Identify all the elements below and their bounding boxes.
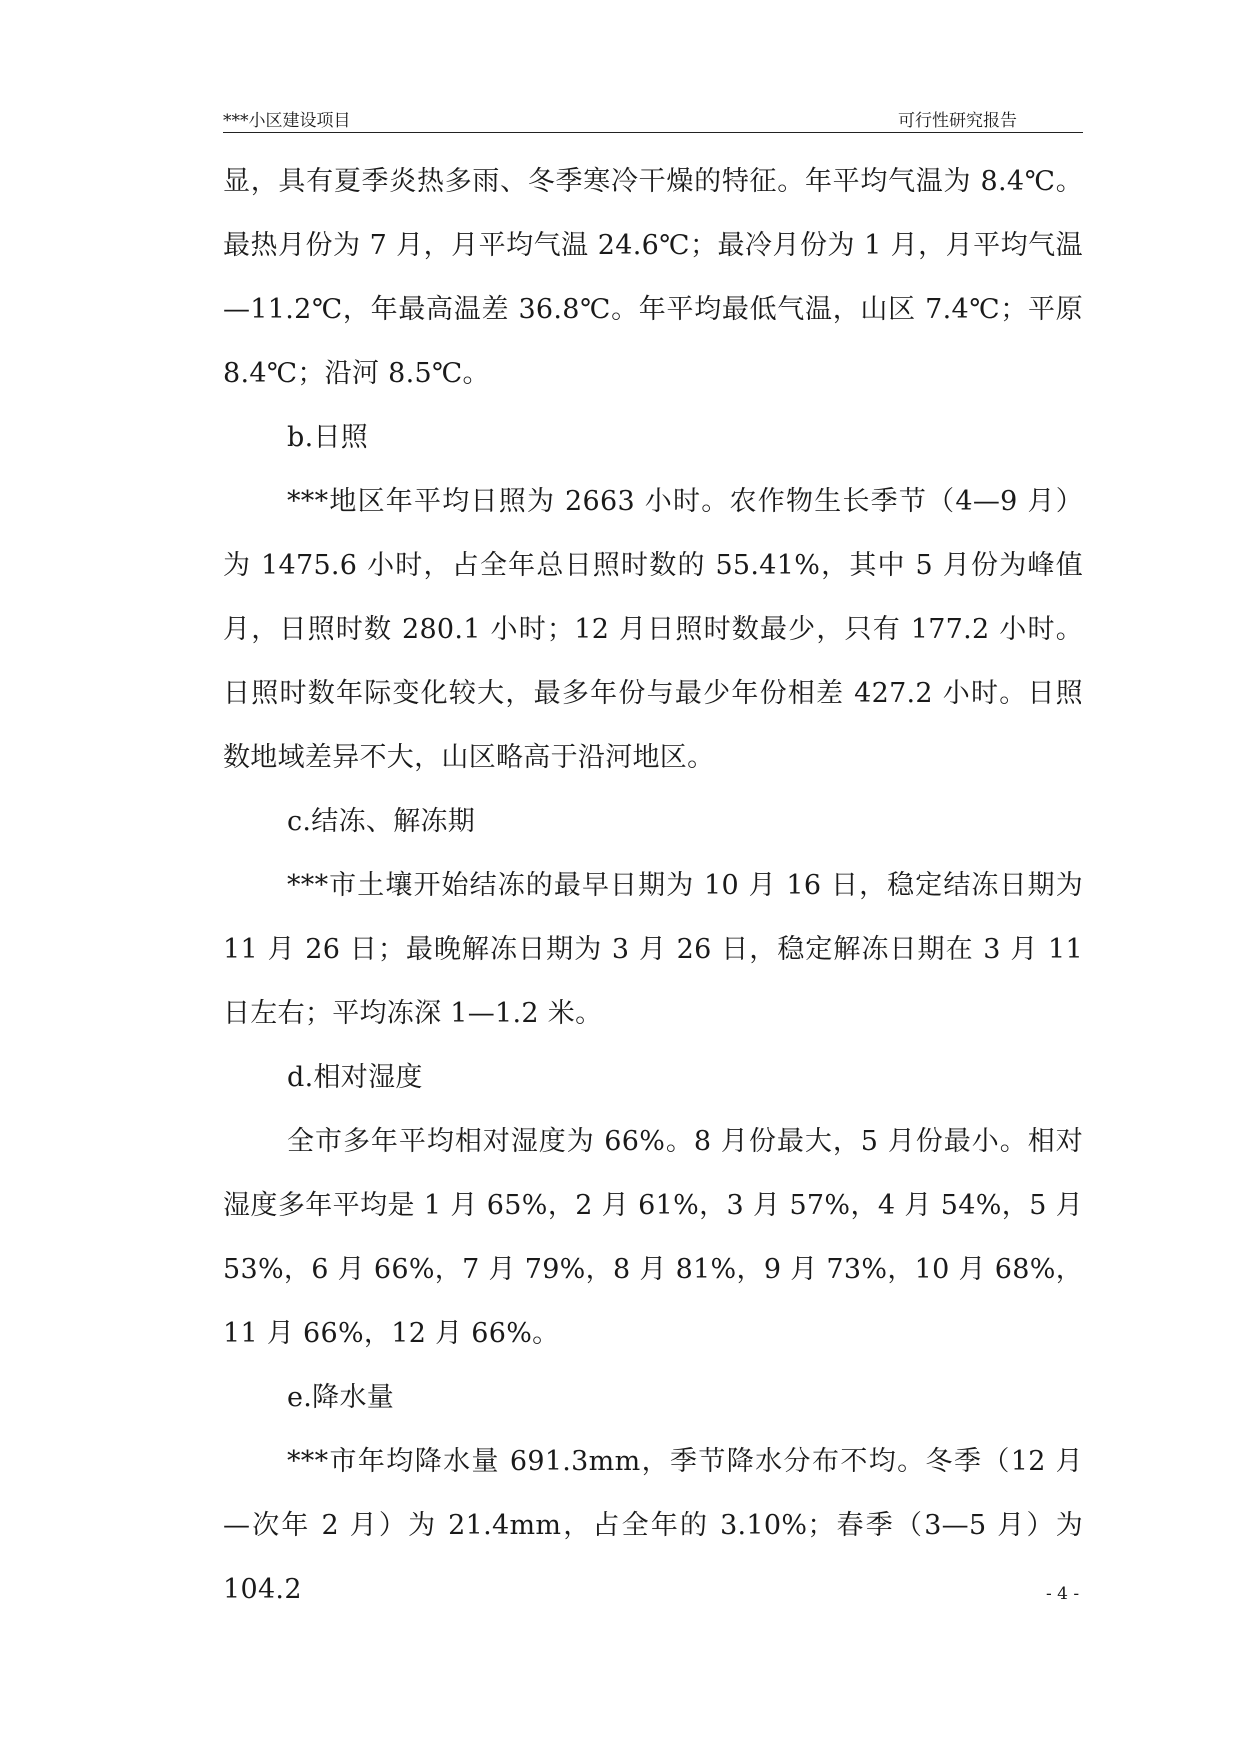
heading-precipitation: e.降水量	[287, 1382, 395, 1413]
paragraph-precipitation: ***市年均降水量 691.3mm，季节降水分布不均。冬季（12 月—次年 2 月）为 21.4mm，占全年的 3.10%；春季（3—5 月）为 104.2	[223, 1446, 1083, 1605]
paragraph-sunshine: ***地区年平均日照为 2663 小时。农作物生长季节（4—9 月）为 1475.6 小时，占全年总日照时数的 55.41%，其中 5 月份为峰值月，日照时数 280.1 小时；12 月日照时数最少，只有 177.2 小时。日照时数年际变化较大，最多年份与最少年份相差 427.2 小时。日照数地域差异不大，山区略高于沿河地区。	[223, 486, 1083, 773]
header-divider	[223, 132, 1083, 133]
heading-freeze-thaw: c.结冻、解冻期	[287, 806, 476, 837]
heading-humidity: d.相对湿度	[287, 1062, 423, 1093]
page-number: - 4 -	[1046, 1584, 1080, 1604]
header-report-title: 可行性研究报告	[898, 111, 1017, 131]
paragraph-temperature: 显，具有夏季炎热多雨、冬季寒冷干燥的特征。年平均气温为 8.4℃。最热月份为 7 月，月平均气温 24.6℃；最冷月份为 1 月，月平均气温—11.2℃，年最高温差 36.8℃。年平均最低气温，山区 7.4℃；平原 8.4℃；沿河 8.5℃。	[223, 166, 1083, 389]
header-project-name: ***小区建设项目	[223, 111, 351, 131]
heading-sunshine: b.日照	[287, 422, 369, 453]
document-body	[223, 150, 1083, 1622]
paragraph-freeze-thaw: ***市土壤开始结冻的最早日期为 10 月 16 日，稳定结冻日期为 11 月 26 日；最晚解冻日期为 3 月 26 日，稳定解冻日期在 3 月 11 日左右；平均冻深 1—1.2 米。	[223, 870, 1083, 1029]
page-header	[223, 102, 1083, 132]
paragraph-humidity: 全市多年平均相对湿度为 66%。8 月份最大，5 月份最小。相对湿度多年平均是 1 月 65%，2 月 61%，3 月 57%，4 月 54%，5 月 53%，6 月 66%，7 月 79%，8 月 81%，9 月 73%，10 月 68%，11 月 66%，12 月 66%。	[223, 1126, 1083, 1349]
